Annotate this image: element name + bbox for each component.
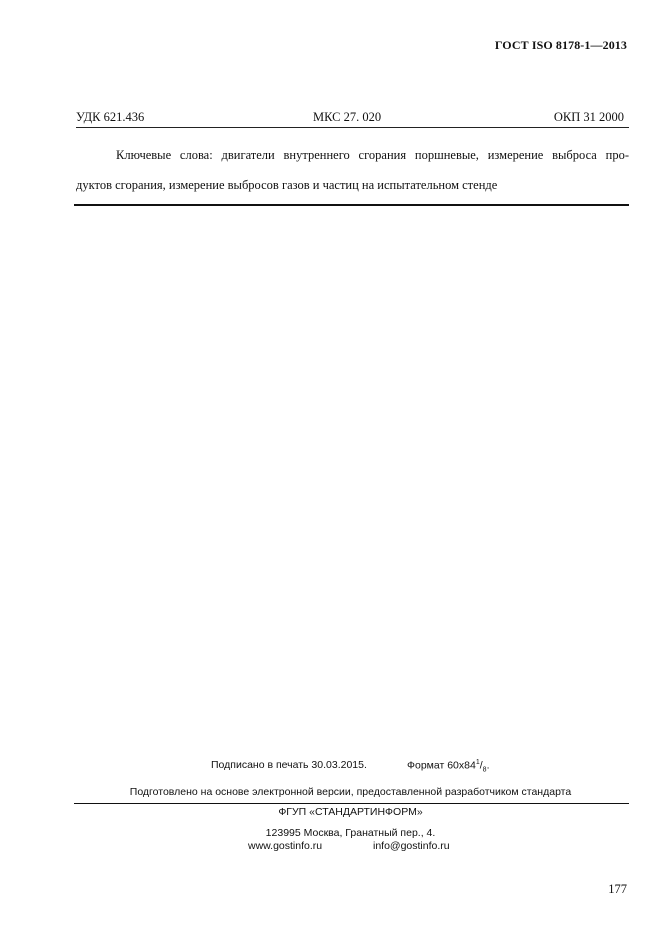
format-denominator: 8 <box>482 766 487 774</box>
page-number: 177 <box>608 882 627 896</box>
prepared-note: Подготовлено на основе электронной версии, предоставленной разработчиком стандарта <box>129 786 572 798</box>
keywords-line-2: дуктов сгорания, измерение выбросов газов и частиц на испытательном стенде <box>76 178 498 192</box>
classification-underline <box>76 127 629 128</box>
imprint-divider <box>74 803 629 804</box>
format-label: Формат 60x84 <box>407 759 476 772</box>
keywords-line-1: Ключевые слова: двигатели внутреннего сгорания поршневые, измерение выброса про- <box>116 148 629 162</box>
publisher-website: www.gostinfo.ru <box>248 840 323 852</box>
udk-code: УДК 621.436 <box>76 110 145 124</box>
standard-code: ГОСТ ISO 8178-1—2013 <box>494 38 627 52</box>
keywords-paragraph <box>76 140 629 200</box>
publisher-address: 123995 Москва, Гранатный пер., 4. <box>265 827 436 839</box>
format-numerator: 1 <box>475 759 480 766</box>
section-divider <box>74 204 629 206</box>
print-format: Формат $60x84^1/_8$. <box>407 759 490 774</box>
signed-for-print: Подписано в печать 30.03.2015. <box>211 759 367 771</box>
publisher-email: info@gostinfo.ru <box>373 840 450 852</box>
okp-code: ОКП 31 2000 <box>553 110 624 124</box>
publisher-name: ФГУП «СТАНДАРТИНФОРМ» <box>278 806 423 818</box>
mks-code: МКС 27. 020 <box>313 110 382 124</box>
